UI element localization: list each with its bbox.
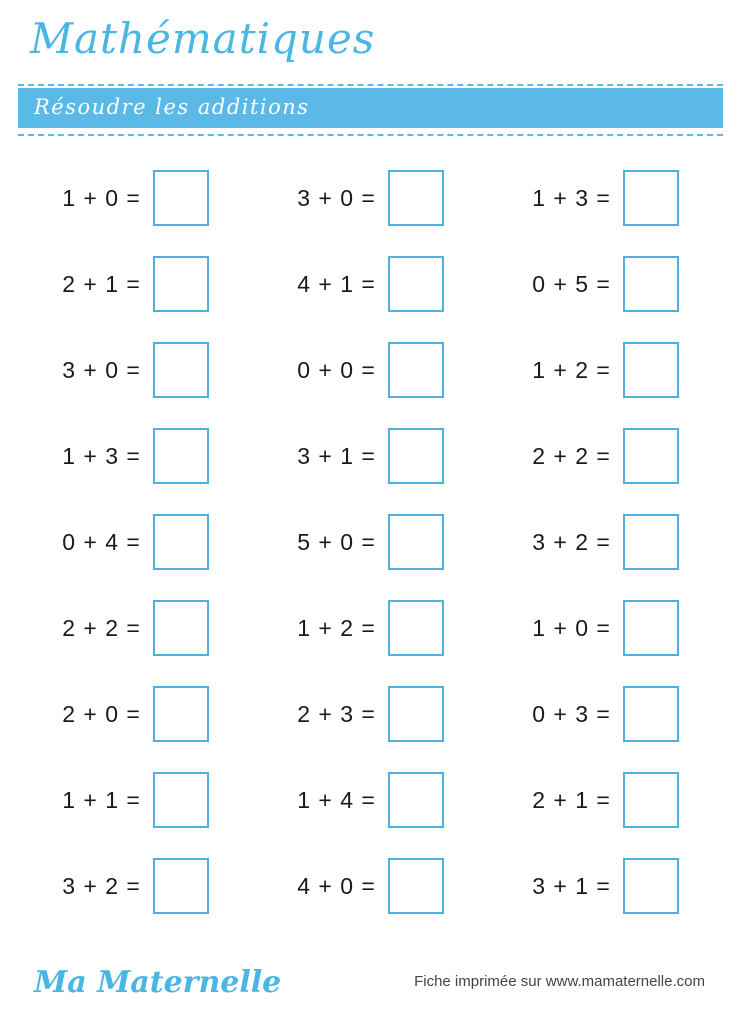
answer-box[interactable] <box>153 772 209 828</box>
equation-text: 1 + 4 = <box>297 786 376 813</box>
subtitle-banner <box>18 88 723 128</box>
exercise-item <box>253 585 488 671</box>
answer-box[interactable] <box>388 772 444 828</box>
equation-text: 1 + 0 = <box>532 614 611 641</box>
exercise-item <box>18 843 253 929</box>
exercise-item <box>488 585 723 671</box>
answer-box[interactable] <box>623 342 679 398</box>
answer-box[interactable] <box>623 256 679 312</box>
answer-box[interactable] <box>388 686 444 742</box>
exercise-item <box>253 843 488 929</box>
answer-box[interactable] <box>623 858 679 914</box>
exercise-item <box>253 671 488 757</box>
answer-box[interactable] <box>153 170 209 226</box>
answer-box[interactable] <box>623 514 679 570</box>
answer-box[interactable] <box>388 428 444 484</box>
equation-text: 0 + 4 = <box>62 528 141 555</box>
exercise-item <box>488 671 723 757</box>
equation-text: 3 + 2 = <box>532 528 611 555</box>
equation-text: 1 + 2 = <box>297 614 376 641</box>
equation-text: 0 + 3 = <box>532 700 611 727</box>
equation-text: 1 + 2 = <box>532 356 611 383</box>
exercise-item <box>488 499 723 585</box>
exercise-item <box>18 155 253 241</box>
exercise-item <box>18 241 253 327</box>
equation-text: 0 + 5 = <box>532 270 611 297</box>
exercise-item <box>18 757 253 843</box>
answer-box[interactable] <box>388 342 444 398</box>
exercise-item <box>18 671 253 757</box>
answer-box[interactable] <box>623 686 679 742</box>
divider-bottom <box>18 134 723 136</box>
footer-note: Fiche imprimée sur www.mamaternelle.com <box>414 973 705 990</box>
answer-box[interactable] <box>153 600 209 656</box>
answer-box[interactable] <box>623 428 679 484</box>
exercise-item <box>253 155 488 241</box>
exercise-item <box>18 413 253 499</box>
exercise-item <box>488 843 723 929</box>
equation-text: 3 + 2 = <box>62 872 141 899</box>
equation-text: 1 + 1 = <box>62 786 141 813</box>
equation-text: 1 + 0 = <box>62 184 141 211</box>
equation-text: 1 + 3 = <box>62 442 141 469</box>
divider-top <box>18 84 723 86</box>
equation-text: 2 + 3 = <box>297 700 376 727</box>
equation-text: 0 + 0 = <box>297 356 376 383</box>
exercise-item <box>18 327 253 413</box>
answer-box[interactable] <box>153 342 209 398</box>
exercise-item <box>253 757 488 843</box>
answer-box[interactable] <box>153 256 209 312</box>
answer-box[interactable] <box>153 858 209 914</box>
equation-text: 3 + 0 = <box>297 184 376 211</box>
answer-box[interactable] <box>388 256 444 312</box>
equation-text: 2 + 0 = <box>62 700 141 727</box>
equation-text: 4 + 0 = <box>297 872 376 899</box>
answer-box[interactable] <box>623 772 679 828</box>
equation-text: 3 + 0 = <box>62 356 141 383</box>
exercise-item <box>253 413 488 499</box>
exercise-item <box>488 757 723 843</box>
exercise-item <box>488 327 723 413</box>
equation-text: 3 + 1 = <box>297 442 376 469</box>
equation-text: 1 + 3 = <box>532 184 611 211</box>
exercise-item <box>488 155 723 241</box>
equation-text: 2 + 2 = <box>62 614 141 641</box>
answer-box[interactable] <box>153 686 209 742</box>
answer-box[interactable] <box>388 858 444 914</box>
exercise-item <box>18 585 253 671</box>
answer-box[interactable] <box>623 170 679 226</box>
equation-text: 4 + 1 = <box>297 270 376 297</box>
equation-text: 2 + 1 = <box>532 786 611 813</box>
answer-box[interactable] <box>153 514 209 570</box>
exercise-item <box>253 499 488 585</box>
answer-box[interactable] <box>388 600 444 656</box>
exercise-item <box>488 413 723 499</box>
answer-box[interactable] <box>388 170 444 226</box>
answer-box[interactable] <box>623 600 679 656</box>
exercise-grid <box>18 155 723 929</box>
exercise-item <box>488 241 723 327</box>
page-title: Mathématiques <box>30 14 376 63</box>
equation-text: 3 + 1 = <box>532 872 611 899</box>
exercise-item <box>253 327 488 413</box>
exercise-item <box>253 241 488 327</box>
brand-logo: Ma Maternelle <box>34 965 282 1000</box>
equation-text: 5 + 0 = <box>297 528 376 555</box>
equation-text: 2 + 1 = <box>62 270 141 297</box>
equation-text: 2 + 2 = <box>532 442 611 469</box>
exercise-item <box>18 499 253 585</box>
answer-box[interactable] <box>388 514 444 570</box>
answer-box[interactable] <box>153 428 209 484</box>
subtitle-text: Résoudre les additions <box>34 95 310 119</box>
